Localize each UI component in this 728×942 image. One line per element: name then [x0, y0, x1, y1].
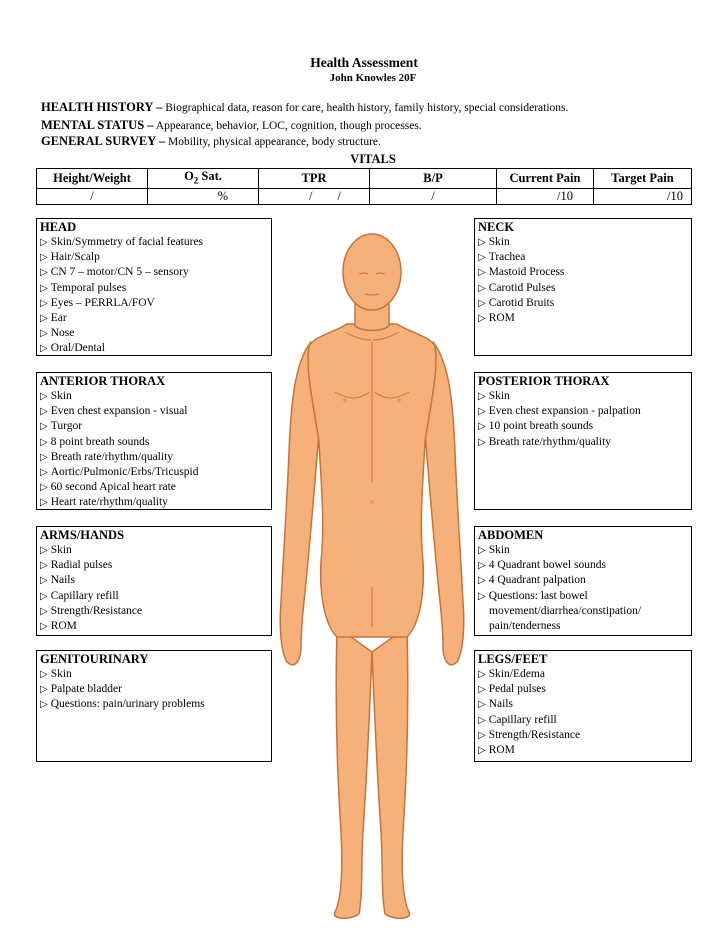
vitals-header-o2-sat: $O_2$ Sat. [148, 169, 259, 189]
posterior-item: ▷ Skin [478, 389, 688, 404]
genitourinary-title: GENITOURINARY [40, 652, 149, 666]
legs-item: ▷ Pedal pulses [478, 682, 688, 697]
general-survey-line [41, 134, 381, 150]
anterior-item: ▷ Aortic/Pulmonic/Erbs/Tricuspid [40, 465, 268, 480]
abdomen-item: ▷ Skin [478, 543, 688, 558]
neck-section [474, 218, 692, 356]
abdomen-item-continued: movement/diarrhea/constipation/ [489, 604, 642, 617]
health-history-text: Biographical data, reason for care, health history, family history, special considerations. [162, 102, 569, 114]
genito-item: ▷ Questions: pain/urinary problems [40, 697, 268, 712]
head-section [36, 218, 272, 356]
abdomen-item: ▷ 4 Quadrant palpation [478, 573, 688, 588]
vitals-tpr-field[interactable]: / / [259, 188, 370, 204]
genitourinary-section [36, 650, 272, 762]
health-history-label: HEALTH HISTORY – [41, 100, 163, 114]
legs-item: ▷ Capillary refill [478, 713, 688, 728]
neck-item: ▷ Mastoid Process [478, 265, 688, 280]
anterior-item: ▷ 8 point breath sounds [40, 435, 268, 450]
arms-hands-section [36, 526, 272, 636]
vitals-height-weight-field[interactable]: / [37, 188, 148, 204]
arms-item: ▷ Radial pulses [40, 558, 268, 573]
posterior-item: ▷ Breath rate/rhythm/quality [478, 435, 688, 450]
neck-item: ▷ Carotid Pulses [478, 281, 688, 296]
arms-hands-title: ARMS/HANDS [40, 528, 125, 542]
vitals-header-bp: B/P [370, 169, 497, 189]
head-item: ▷ Ear [40, 311, 268, 326]
abdomen-item: ▷ 4 Quadrant bowel sounds [478, 558, 688, 573]
posterior-thorax-title: POSTERIOR THORAX [478, 374, 610, 388]
arms-item: ▷ Skin [40, 543, 268, 558]
legs-item: ▷ Strength/Resistance [478, 728, 688, 743]
vitals-value-row [37, 188, 692, 204]
arms-item: ▷ Capillary refill [40, 589, 268, 604]
posterior-item: ▷ 10 point breath sounds [478, 419, 688, 434]
anterior-item: ▷ Breath rate/rhythm/quality [40, 450, 268, 465]
anterior-item: ▷ 60 second Apical heart rate [40, 480, 268, 495]
head-item: ▷ Skin/Symmetry of facial features [40, 235, 268, 250]
legs-feet-section [474, 650, 692, 762]
general-survey-text: Mobility, physical appearance, body structure. [165, 136, 381, 148]
vitals-current-pain-field[interactable]: /10 [497, 188, 594, 204]
genito-item: ▷ Palpate bladder [40, 682, 268, 697]
abdomen-item: ▷ Questions: last bowel [478, 589, 688, 604]
page-title: Health Assessment [310, 55, 418, 70]
neck-item: ▷ Carotid Bruits [478, 296, 688, 311]
abdomen-item-continued: pain/tenderness [489, 620, 561, 633]
vitals-bp-field[interactable]: / [370, 188, 497, 204]
head-item: ▷ Temporal pulses [40, 281, 268, 296]
health-history-line [41, 100, 568, 116]
head-title: HEAD [40, 220, 77, 234]
right-leg [372, 627, 410, 918]
vitals-table [36, 168, 692, 205]
vitals-o2-sat-field[interactable]: % [148, 188, 259, 204]
arms-item: ▷ ROM [40, 619, 268, 634]
neck-title: NECK [478, 220, 515, 234]
anterior-item: ▷ Even chest expansion - visual [40, 404, 268, 419]
legs-item: ▷ ROM [478, 743, 688, 758]
vitals-header-tpr: TPR [259, 169, 370, 189]
posterior-thorax-section [474, 372, 692, 510]
head-item: ▷ Nose [40, 326, 268, 341]
posterior-item: ▷ Even chest expansion - palpation [478, 404, 688, 419]
mental-status-text: Appearance, behavior, LOC, cognition, though processes. [153, 120, 422, 132]
anterior-item: ▷ Heart rate/rhythm/quality [40, 495, 268, 510]
vitals-header-target-pain: Target Pain [594, 169, 692, 189]
legs-item: ▷ Nails [478, 697, 688, 712]
anterior-thorax-title: ANTERIOR THORAX [40, 374, 166, 388]
vitals-header-current-pain: Current Pain [497, 169, 594, 189]
anterior-item: ▷ Turgor [40, 419, 268, 434]
general-survey-label: GENERAL SURVEY – [41, 134, 166, 148]
head-item: ▷ Hair/Scalp [40, 250, 268, 265]
patient-name: John Knowles 20F [329, 72, 417, 84]
vitals-header-row [37, 169, 692, 189]
neck-item: ▷ Skin [478, 235, 688, 250]
arms-item: ▷ Nails [40, 573, 268, 588]
mental-status-line [41, 118, 422, 134]
mental-status-label: MENTAL STATUS – [41, 118, 154, 132]
neck-item: ▷ ROM [478, 311, 688, 326]
head-item: ▷ Eyes – PERRLA/FOV [40, 296, 268, 311]
left-leg [334, 627, 372, 918]
legs-feet-title: LEGS/FEET [478, 652, 548, 666]
arms-item: ▷ Strength/Resistance [40, 604, 268, 619]
vitals-heading: VITALS [350, 152, 396, 166]
anterior-item: ▷ Skin [40, 389, 268, 404]
head-item: ▷ CN 7 – motor/CN 5 – sensory [40, 265, 268, 280]
abdomen-title: ABDOMEN [478, 528, 544, 542]
human-body-figure [275, 232, 469, 922]
head [343, 234, 401, 310]
vitals-header-height-weight: Height/Weight [37, 169, 148, 189]
abdomen-section [474, 526, 692, 636]
neck-item: ▷ Trachea [478, 250, 688, 265]
anterior-thorax-section [36, 372, 272, 510]
vitals-target-pain-field[interactable]: /10 [594, 188, 692, 204]
head-item: ▷ Oral/Dental [40, 341, 268, 356]
genito-item: ▷ Skin [40, 667, 268, 682]
legs-item: ▷ Skin/Edema [478, 667, 688, 682]
